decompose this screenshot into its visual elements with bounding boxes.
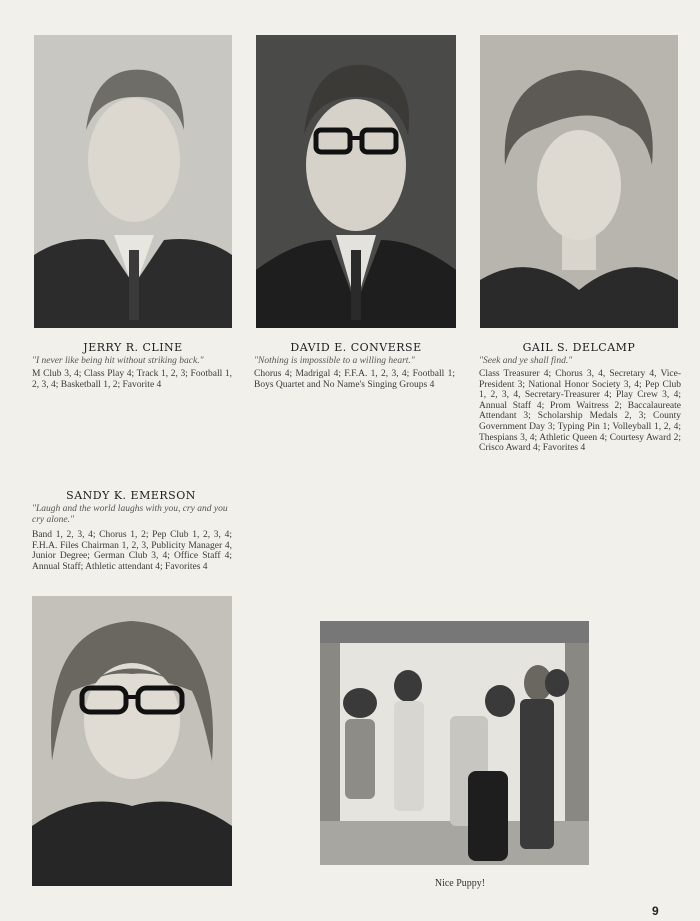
senior-name: SANDY K. EMERSON	[66, 489, 196, 502]
portrait-gail-delcamp	[480, 35, 678, 328]
senior-quote: "Seek and ye shall find."	[479, 356, 573, 366]
senior-name: GAIL S. DELCAMP	[522, 341, 636, 354]
senior-activities: Class Treasurer 4; Chorus 3, 4, Secretary 4, Vice-President 3; National Honor Society 3, 4; Pep Club 1, 2, 3, 4, Secretary-Treasurer 4; Play Crew 3, 4; Annual Staff 4; Prom Waitress 2; Baccalaureate Attendant 3; Scholarship Medals 2, 3; County Government Day 3; Typing Pin 1; Volleyball 1, 2, 4; Thespians 3, 4; Athletic Queen 4; Courtesy Award 2; Crisco Award 4; Favorites 4	[479, 369, 681, 454]
senior-activities: Band 1, 2, 3, 4; Chorus 1, 2; Pep Club 1, 2, 3, 4; F.H.A. Files Chairman 1, 2, 3, Publicity Manager 4, Junior Degree; German Club 3, 4; Office Staff 4; Annual Staff; Athletic attendant 4; Favorites 4	[32, 530, 232, 572]
senior-activities: M Club 3, 4; Class Play 4; Track 1, 2, 3; Football 1, 2, 3, 4; Basketball 1, 2; Favorite 4	[32, 369, 232, 390]
group-photo	[320, 621, 589, 865]
senior-quote: "I never like being hit without striking back."	[32, 356, 204, 366]
senior-name: DAVID E. CONVERSE	[290, 341, 422, 354]
senior-name: JERRY R. CLINE	[83, 341, 183, 354]
portrait-david-converse	[256, 35, 456, 328]
senior-quote: "Nothing is impossible to a willing heart."	[254, 356, 415, 366]
group-photo-caption: Nice Puppy!	[434, 878, 486, 889]
senior-activities: Chorus 4; Madrigal 4; F.F.A. 1, 2, 3, 4; Football 1; Boys Quartet and No Name's Singing Groups 4	[254, 369, 455, 390]
portrait-sandy-emerson	[32, 596, 232, 886]
portrait-jerry-cline	[34, 35, 232, 328]
page-number: 9	[652, 904, 659, 918]
senior-quote: "Laugh and the world laughs with you, cry and you cry alone."	[32, 504, 228, 525]
